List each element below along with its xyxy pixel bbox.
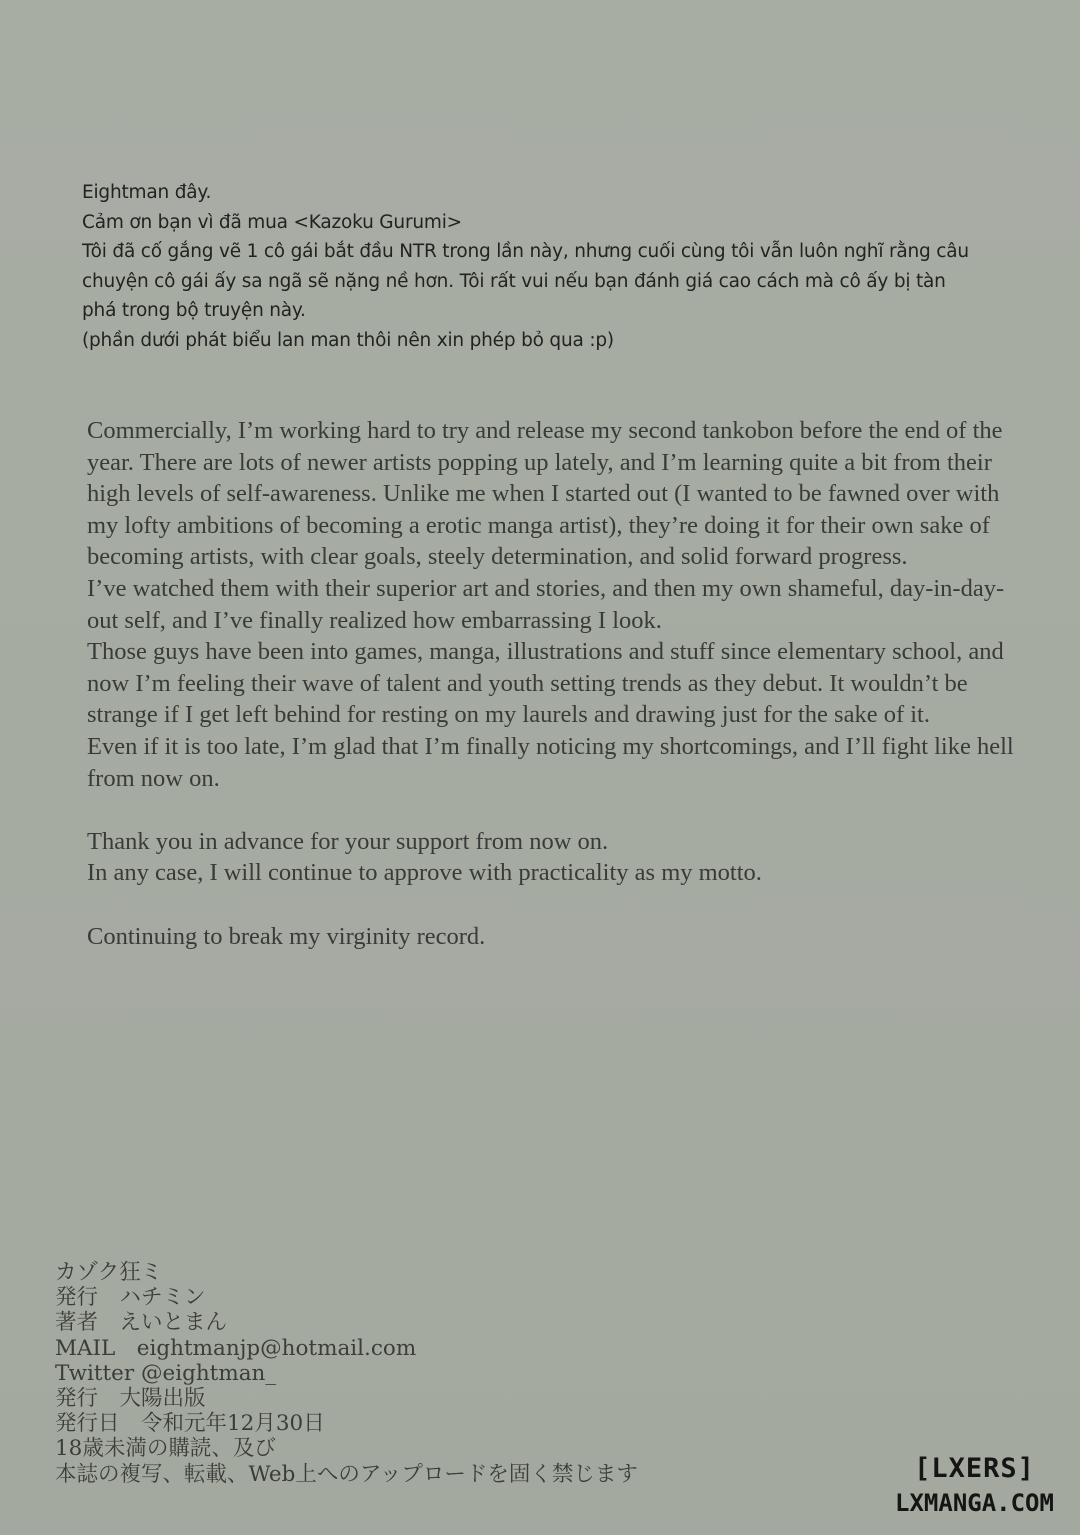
afterword-paragraph: Thank you in advance for your support from now on. [87,827,609,855]
afterword-paragraph: Commercially, I’m working hard to try and release my second tankobon before the end of the year. There are lots of newer artists popping up lately, and I’m learning quite a bit from their high levels of self-awareness. Unlike me when I started out (I wanted to be fawned over with my lofty ambitions of becoming a erotic manga artist), they’re doing it for their own sake of becoming artists, with clear goals, steely determination, and solid forward progress. [87,417,1003,571]
note-line: Tôi đã cố gắng vẽ 1 cô gái bắt đầu NTR trong lần này, nhưng cuối cùng tôi vẫn luôn nghĩ rằng câu [82,241,969,262]
colophon-twitter: Twitter @eightman_ [55,1360,277,1386]
note-line: (phần dưới phát biểu lan man thôi nên xin phép bỏ qua :p) [82,329,614,351]
afterword-english [87,415,1017,952]
colophon-title: カゾク狂ミ [55,1260,163,1285]
colophon-date: 発行日 令和元年12月30日 [55,1411,325,1437]
afterword-paragraph: Even if it is too late, I’m glad that I’m finally noticing my shortcomings, and I’ll fight like hell from now on. [87,732,1014,792]
note-line: phá trong bộ truyện này. [82,300,306,321]
vietnamese-translator-note [82,178,982,355]
afterword-paragraph: I’ve watched them with their superior art and stories, and then my own shameful, day-in-day-out self, and I’ve finally realized how embarrassing I look. [87,574,1005,634]
watermark-site-url: LXMANGA.COM [895,1489,1054,1517]
note-line: chuyện cô gái ấy sa ngã sẽ nặng nề hơn. Tôi rất vui nếu bạn đánh giá cao cách mà cô ấy bị tàn [82,270,946,292]
watermark-group-name: [LXERS] [914,1453,1035,1484]
colophon-printer: 発行 大陽出版 [55,1386,206,1412]
paragraph-gap [87,794,1017,826]
site-watermark [887,1452,1062,1520]
colophon-author: 著者 えいとまん [55,1310,228,1336]
afterword-paragraph: Those guys have been into games, manga, illustrations and stuff since elementary school, and now I’m feeling their wave of talent and youth setting trends as they debut. It wouldn’t be strange if I get left behind for resting on my laurels and drawing just for the sake of it. [87,638,1004,729]
afterword-paragraph: Continuing to break my virginity record. [87,922,486,950]
note-line: Cảm ơn bạn vì đã mua <Kazoku Gurumi> [82,211,462,233]
note-line: Eightman đây. [82,182,212,203]
afterword-paragraph: In any case, I will continue to approve with practicality as my motto. [87,859,762,887]
colophon-mail: MAIL eightmanjp@hotmail.com [55,1335,417,1361]
colophon-notice: 18歳未満の購読、及び [55,1436,276,1462]
colophon-publisher: 発行 ハチミン [55,1285,206,1311]
paragraph-gap [87,889,1017,921]
colophon [55,1260,755,1487]
colophon-notice: 本誌の複写、転載、Web上へのアップロードを固く禁じます [55,1461,638,1487]
